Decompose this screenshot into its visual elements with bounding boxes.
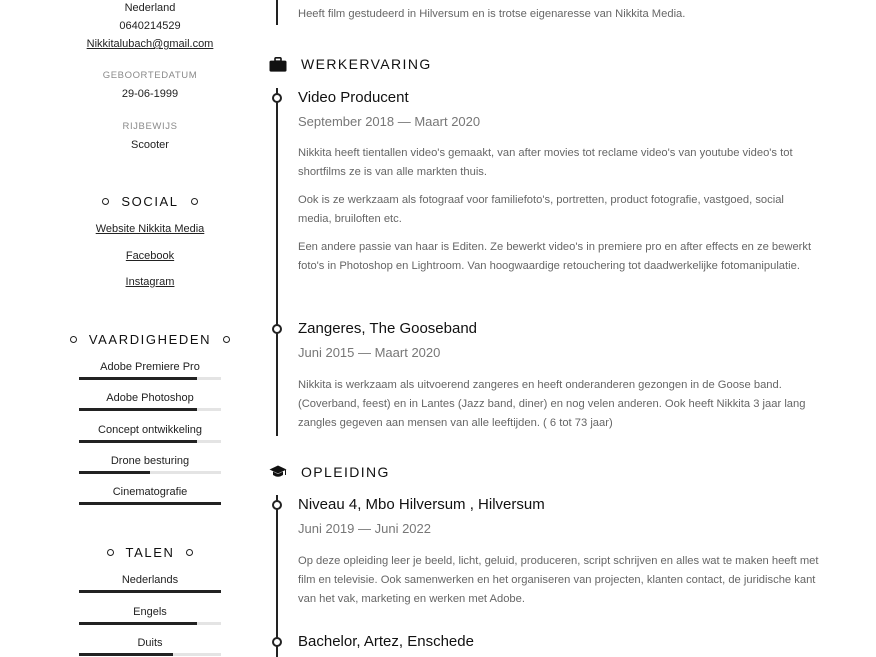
language-bar [79,653,221,656]
skill-bar [79,471,221,474]
skill-item [79,422,221,443]
birthdate-label: GEBOORTEDATUM [102,70,198,81]
intro-text: Heeft film gestudeerd in Hilversum en is trotse eigenaresse van Nikkita Media. [298,8,686,20]
job-description: Nikkita is werkzaam als uitvoerend zangeres en heeft onderanderen gezongen in de Goose band. (Coverband, feest) en in Lantes (Jazz band, diner) en nog velen anderen. Ook heeft Nikkita 3 jaar lang zangles gegeven aan mensen van alle leeftijden. ( 6 tot 73 jaar) [298,379,806,429]
language-name: Nederlands [121,574,179,586]
ring-icon [107,549,114,556]
skill-name: Concept ontwikkeling [98,424,202,436]
timeline-dot [272,324,282,334]
social-link-instagram[interactable]: Instagram [125,276,175,288]
skill-bar [79,408,221,411]
job-title: Zangeres, The Gooseband [298,320,478,337]
briefcase-icon [268,55,288,73]
timeline-dot [272,500,282,510]
experience-heading [268,55,432,73]
job-date: September 2018 — Maart 2020 [298,114,481,129]
skill-name: Adobe Photoshop [106,392,194,404]
timeline-line [276,88,278,436]
language-item [79,604,221,625]
timeline-dot [272,637,282,647]
skill-name: Drone besturing [110,455,190,467]
timeline-line [276,0,278,25]
timeline-line [276,495,278,657]
birthdate: 29-06-1999 [121,88,179,100]
job-description: Een andere passie van haar is Editen. Ze bewerkt video's in premiere pro en after effects en ze bewerkt foto's in Photoshop en Lightroom. Van hoogwaardige retouchering tot daadwerkelijke fotomanipulatie. [298,241,812,272]
skills-heading [0,332,300,347]
skill-name: Adobe Premiere Pro [100,361,200,373]
job-date: Juni 2015 — Maart 2020 [298,345,441,360]
language-name: Duits [137,637,163,649]
ring-icon [186,549,193,556]
email-link[interactable]: Nikkitalubach@gmail.com [86,38,214,50]
sidebar [0,0,300,657]
ring-icon [70,336,77,343]
skill-item [79,484,221,505]
graduation-cap-icon [268,463,288,481]
job-description: Ook is ze werkzaam als fotograaf voor familiefoto's, portretten, product fotografie, vastgoed, social media, bruiloften etc. [298,194,784,225]
timeline-dot [272,93,282,103]
language-bar [79,622,221,625]
job-description: Nikkita heeft tientallen video's gemaakt, van after movies tot reclame video's van youtube video's tot shortfilms ze is van alle markten thuis. [298,147,793,178]
skill-item [79,390,221,411]
ring-icon [102,198,109,205]
social-heading [0,194,300,209]
skill-item [79,453,221,474]
languages-title: TALEN [125,545,175,560]
country: Nederland [124,2,176,14]
ring-icon [223,336,230,343]
language-item [79,572,221,593]
social-title: SOCIAL [121,194,179,209]
social-link-website[interactable]: Website Nikkita Media [95,223,205,235]
phone: 0640214529 [119,20,181,32]
experience-title: WERKERVARING [301,56,432,72]
education-title: OPLEIDING [301,464,390,480]
job-title: Video Producent [298,89,409,106]
language-name: Engels [133,606,167,618]
ring-icon [191,198,198,205]
education-title: Bachelor, Artez, Enschede [298,633,474,650]
license: Scooter [131,139,169,151]
language-bar [79,590,221,593]
skill-bar [79,502,221,505]
language-item [79,635,221,656]
skills-title: VAARDIGHEDEN [88,332,212,347]
education-description: Op deze opleiding leer je beeld, licht, geluid, produceren, script schrijven en alles wat te maken heeft met film en televisie. Ook samenwerken en het organiseren van projecten, klanten contact, de juridische kant van het vak, marketing en werken met Adobe. [298,555,819,605]
education-heading [268,463,390,481]
education-title: Niveau 4, Mbo Hilversum , Hilversum [298,496,545,513]
skill-bar [79,440,221,443]
license-label: RIJBEWIJS [122,121,178,132]
education-date: Juni 2019 — Juni 2022 [298,521,431,536]
social-link-facebook[interactable]: Facebook [125,250,175,262]
skill-item [79,359,221,380]
skill-bar [79,377,221,380]
languages-heading [0,545,300,560]
skill-name: Cinematografie [112,486,188,498]
